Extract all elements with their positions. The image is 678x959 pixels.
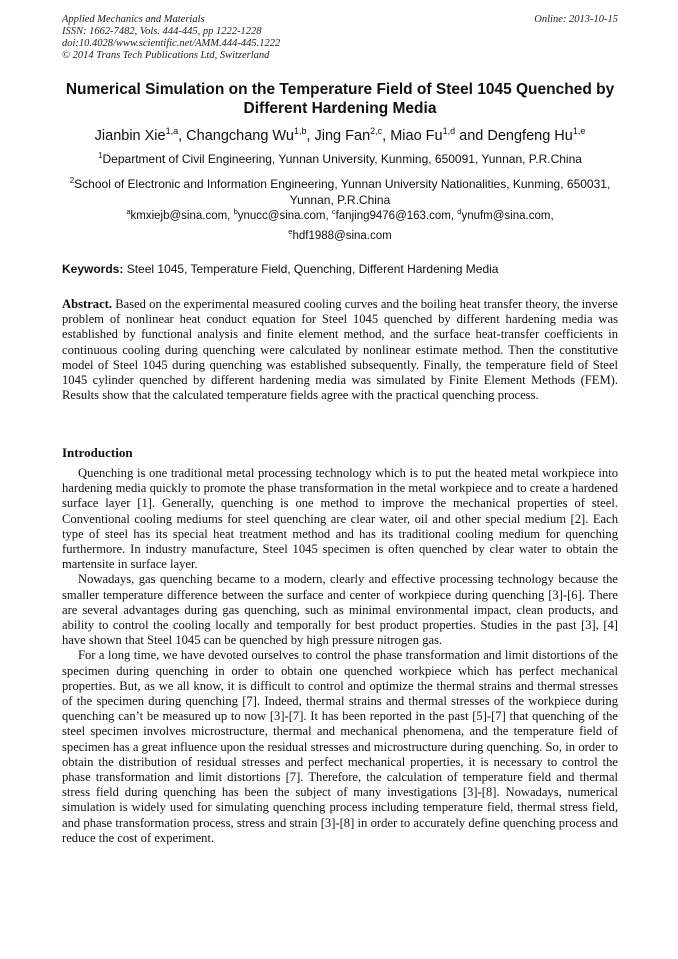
author: Miao Fu$^{1,d}$ and xyxy=(390,126,488,144)
author: Changchang Wu$^{1,b}$, xyxy=(186,126,315,144)
copyright-line: © 2014 Trans Tech Publications Ltd, Switzerland xyxy=(62,50,270,61)
affiliation-1: $^1$Department of Civil Engineering, Yunnan University, Kunming, 650091, Yunnan, P.R.China xyxy=(98,151,582,166)
journal-name: Applied Mechanics and Materials xyxy=(62,14,205,25)
journal-header xyxy=(62,14,618,62)
author-list xyxy=(62,122,618,145)
email[interactable]: $^b$ynucc@sina.com xyxy=(233,207,326,222)
keywords-label: Keywords: xyxy=(62,262,124,276)
paragraph: For a long time, we have devoted ourselves to control the phase transformation and limit distortions of the specimen during quenching in order to obtain one quenched workpiece which has perfect mechanical properties. But, as we all know, it is difficult to control and optimize the thermal strains and thermal stresses of the specimen during quenching [7]. Indeed, thermal strains and thermal stresses of the workpiece during quenching can’t be measured up to now [3]-[7]. It has been reported in the past [5]-[7] that quenching of the steel specimen involves microstructure, thermal and mechanical phenomena, and the temperature field of specimen has a great influence upon the residual stresses and microstructure during quenching. So, in order to obtain the distribution of residual stresses and perfect mechanical properties, it is necessary to control the phase transformation and limit distortions [7]. Therefore, the calculation of temperature field and thermal stress field during quenching has been the subject of many investigations [3]-[8]. Nowadays, numerical simulation is widely used for simulating quenching process including temperature field, thermal stress field, and phase transformation process, stress and strain [3]-[8] in order to accurately define quenching process and reduce the cost of experiment. xyxy=(62,648,618,845)
paragraph: Nowadays, gas quenching became to a modern, clearly and effective processing technology because the smaller temperature difference between the surface and center of workpiece during quenching [3]-[6]. There are several advantages during gas quenching, such as minimal environmental impact, clean products, and ability to control the cooling locally and temporally for best product properties. Studies in the past [3], [4] have shown that Steel 1045 can be quenched by high pressure nitrogen gas. xyxy=(62,572,618,648)
abstract xyxy=(62,297,618,403)
issn-line: ISSN: 1662-7482, Vols. 444-445, pp 1222-1228 xyxy=(62,26,262,37)
paper-title: Numerical Simulation on the Temperature Field of Steel 1045 Quenched by Different Hardening Media xyxy=(65,81,615,117)
section-heading-introduction: Introduction xyxy=(62,445,133,460)
author: Jianbin Xie$^{1,a}$, xyxy=(94,126,187,144)
abstract-label: Abstract. xyxy=(62,297,113,311)
abstract-text: Based on the experimental measured cooling curves and the boiling heat transfer theory, the inverse problem of nonlinear heat conduct equation for Steel 1045 quenched by different hardening media was established by functional analysis and finite element method, and the surface heat-transfer coefficients in continuous cooling during quenching were calculated by nonlinear estimate method. Then the constitutive model of Steel 1045 during quenching was established subsequently. Finally, the temperature field of Steel 1045 cylinder quenched by different hardening media was simulated by Finite Element Methods (FEM). Results show that the calculated temperature fields agree with the practical quenching process. xyxy=(62,297,618,403)
keywords-text: Steel 1045, Temperature Field, Quenching, Different Hardening Media xyxy=(126,262,499,276)
keywords xyxy=(62,262,618,277)
author: Dengfeng Hu$^{1,e}$ xyxy=(487,126,586,144)
email[interactable]: $^c$fanjing9476@163.com xyxy=(331,207,451,222)
email[interactable]: $^e$hdf1988@sina.com xyxy=(288,226,392,242)
introduction-body xyxy=(62,466,618,846)
email[interactable]: $^a$kmxiejb@sina.com xyxy=(126,207,228,222)
email[interactable]: $^d$ynufm@sina.com xyxy=(457,207,551,222)
online-date: Online: 2013-10-15 xyxy=(534,14,618,25)
doi-line: doi:10.4028/www.scientific.net/AMM.444-445.1222 xyxy=(62,38,281,49)
paragraph: Quenching is one traditional metal processing technology which is to put the heated metal workpiece into hardening media quickly to promote the phase transformation in the metal workpiece and to create a hardened surface layer [1]. Generally, quenching is one method to improve the mechanical properties of steel. Conventional cooling mediums for steel quenching are clear water, oil and other special medium [2]. Each type of steel has its special heat treatment method and has its traditional cooling medium for quenching furthermore. In industry manufacture, Steel 1045 specimen is often quenched by clear water to obtain the martensite in surface layer. xyxy=(62,466,618,572)
affiliation-2: $^2$School of Electronic and Information Engineering, Yunnan University Nationalities, Kunming, 650031, Yunnan, P.R.China xyxy=(69,176,611,207)
email-list: $^a$kmxiejb@sina.com, $^b$ynucc@sina.com, $^c$fanjing9476@163.com, $^d$ynufm@sina.com, $^e$hdf1988@sina.com xyxy=(126,207,554,242)
author: Jing Fan$^{2,c}$, xyxy=(314,126,391,144)
